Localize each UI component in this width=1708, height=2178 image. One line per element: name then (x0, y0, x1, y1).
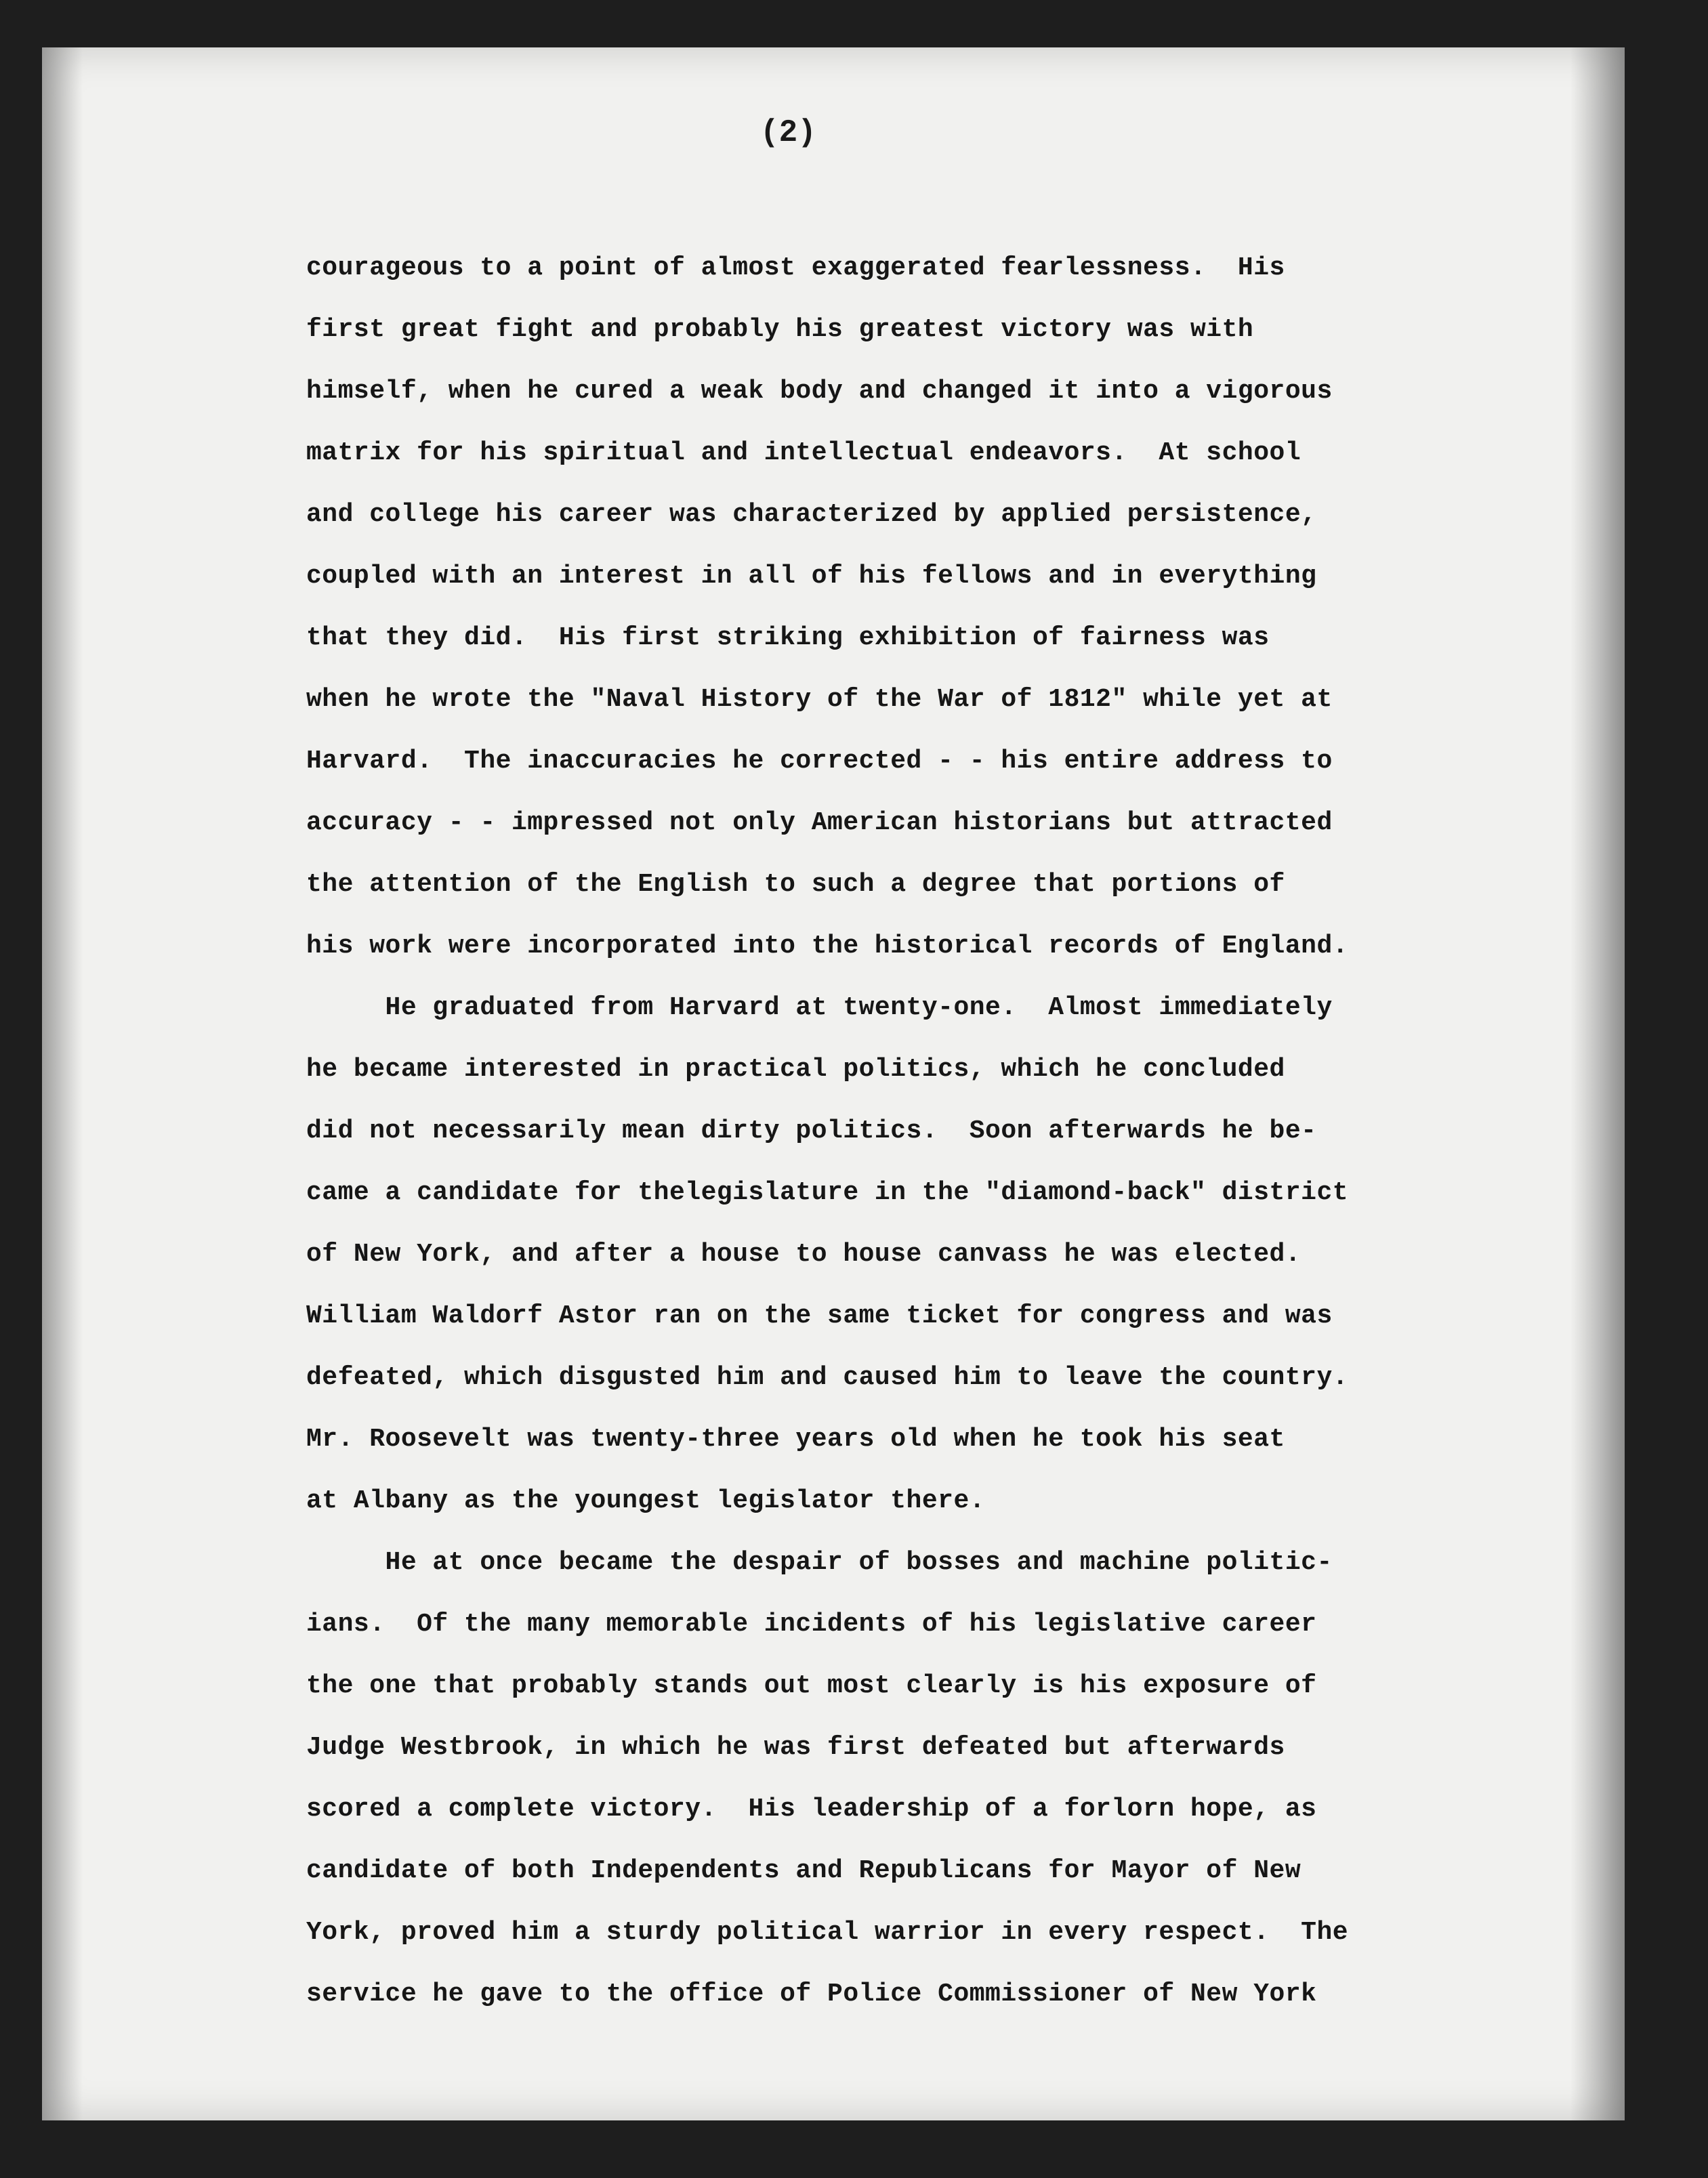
text-line: first great fight and probably his greatest victory was with (306, 315, 1254, 344)
text-line: that they did. His first striking exhibition of fairness was (306, 623, 1270, 652)
text-line: Harvard. The inaccuracies he corrected - - his entire address to (306, 747, 1333, 776)
text-line: when he wrote the "Naval History of the War of 1812" while yet at (306, 685, 1333, 714)
text-line: the attention of the English to such a degree that portions of (306, 870, 1285, 899)
text-line: coupled with an interest in all of his fellows and in everything (306, 562, 1317, 591)
text-line: He at once became the despair of bosses and machine politic- (306, 1548, 1333, 1577)
text-line: came a candidate for thelegislature in the "diamond-back" district (306, 1178, 1349, 1207)
text-line: did not necessarily mean dirty politics. Soon afterwards he be- (306, 1116, 1317, 1146)
text-line: candidate of both Independents and Republicans for Mayor of New (306, 1856, 1301, 1885)
body-text (306, 237, 1580, 2025)
text-line: He graduated from Harvard at twenty-one. Almost immediately (306, 993, 1333, 1022)
text-line: his work were incorporated into the historical records of England. (306, 931, 1349, 961)
text-line: scored a complete victory. His leadership of a forlorn hope, as (306, 1795, 1317, 1824)
page-edge-shadow-left (42, 47, 83, 2120)
document-page (42, 47, 1625, 2120)
text-line: accuracy - - impressed not only American historians but attracted (306, 808, 1333, 837)
text-line: William Waldorf Astor ran on the same ticket for congress and was (306, 1301, 1333, 1331)
text-line: he became interested in practical politics, which he concluded (306, 1055, 1285, 1084)
text-line: the one that probably stands out most clearly is his exposure of (306, 1671, 1317, 1700)
page-number: (2) (760, 115, 816, 150)
text-line: defeated, which disgusted him and caused him to leave the country. (306, 1363, 1349, 1392)
text-line: of New York, and after a house to house canvass he was elected. (306, 1240, 1301, 1269)
text-line: at Albany as the youngest legislator there. (306, 1486, 986, 1515)
text-line: and college his career was characterized by applied persistence, (306, 500, 1317, 529)
text-line: Mr. Roosevelt was twenty-three years old when he took his seat (306, 1425, 1285, 1454)
text-line: matrix for his spiritual and intellectual endeavors. At school (306, 438, 1301, 467)
text-line: Judge Westbrook, in which he was first defeated but afterwards (306, 1733, 1285, 1762)
text-line: ians. Of the many memorable incidents of his legislative career (306, 1610, 1317, 1639)
text-line: service he gave to the office of Police Commissioner of New York (306, 1980, 1317, 2009)
text-line: himself, when he cured a weak body and changed it into a vigorous (306, 377, 1333, 406)
text-line: courageous to a point of almost exaggerated fearlessness. His (306, 253, 1285, 282)
text-line: York, proved him a sturdy political warrior in every respect. The (306, 1918, 1349, 1947)
